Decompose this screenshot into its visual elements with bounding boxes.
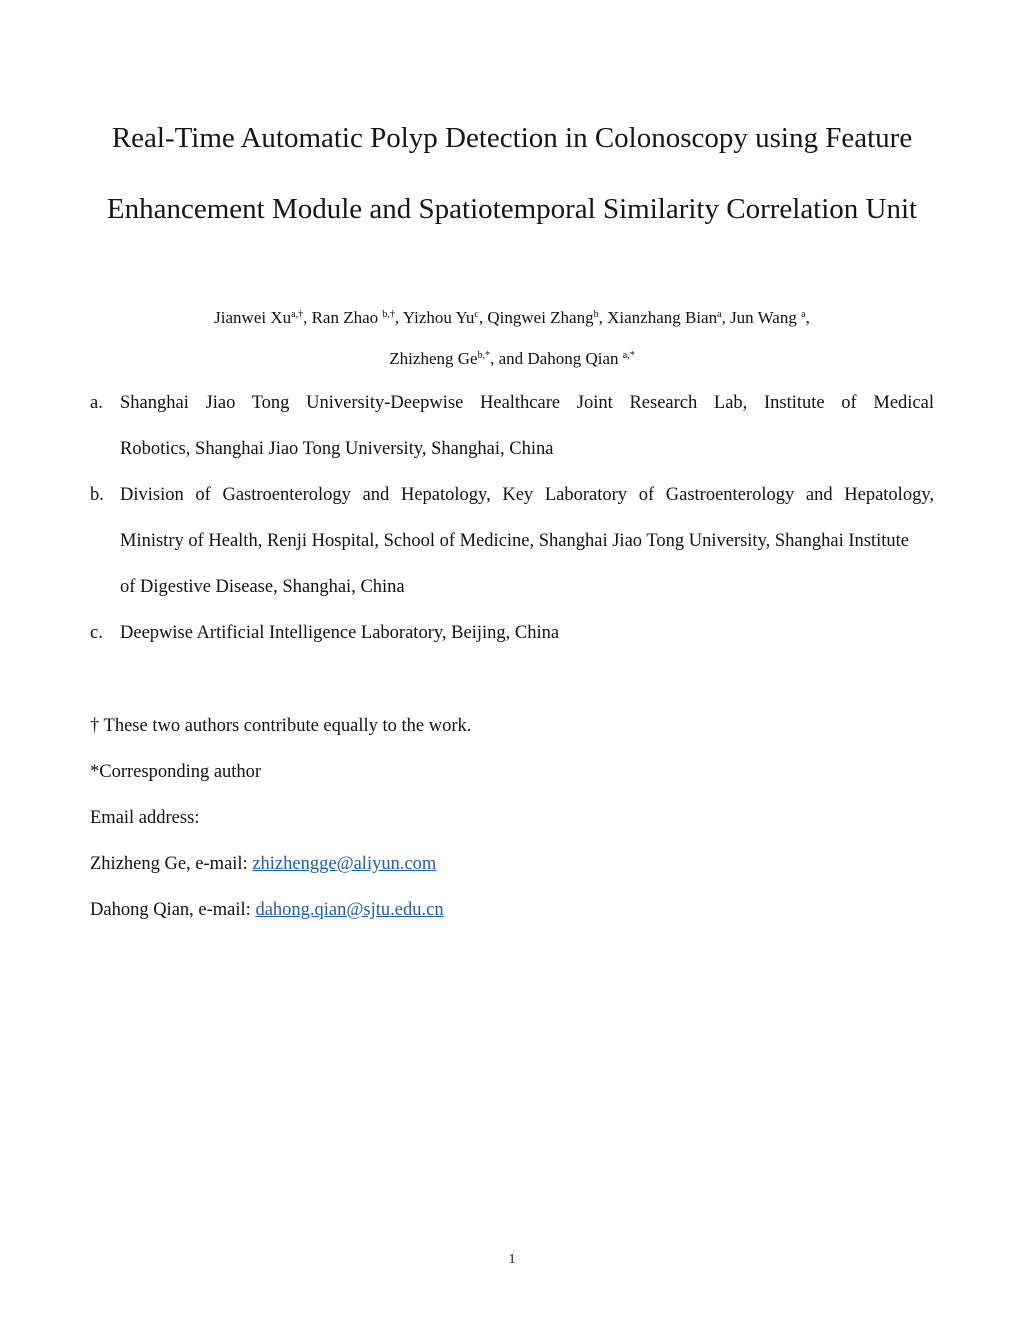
author-name: Yizhou Yu xyxy=(402,308,475,327)
author-affiliation-mark: a xyxy=(717,309,722,320)
author-affiliation-mark: a,† xyxy=(291,309,304,320)
affiliation-a xyxy=(90,380,934,472)
affiliation-text-rest: Ministry of Health, Renji Hospital, School of Medicine, Shanghai Jiao Tong University, Shanghai Institute of Digestive Disease, Shanghai, China xyxy=(120,531,909,597)
page-number: 1 xyxy=(508,1252,516,1267)
contact-label: Dahong Qian, e-mail: xyxy=(90,900,256,920)
author-separator: , xyxy=(303,308,312,327)
author-separator: , xyxy=(721,308,731,327)
affiliation-c xyxy=(90,610,934,656)
contact-line-ge xyxy=(90,852,436,876)
affiliation-text-first-line: Shanghai Jiao Tong University-Deepwise Healthcare Joint Research Lab, Institute of Medical xyxy=(120,393,934,413)
author-separator: , and xyxy=(490,349,528,368)
author-name: Dahong Qian xyxy=(527,349,623,368)
email-link-ge[interactable]: zhizhengge@aliyun.com xyxy=(252,854,437,874)
author-affiliation-mark: b,† xyxy=(382,309,395,320)
author-list-line-1 xyxy=(0,307,1024,329)
author-affiliation-mark: b,* xyxy=(477,350,491,361)
author-affiliation-mark: c xyxy=(474,309,479,320)
affiliation-letter: c. xyxy=(90,623,103,643)
author-affiliation-mark: a,* xyxy=(622,350,635,361)
affiliation-text-first-line: Deepwise Artificial Intelligence Laboratory, Beijing, China xyxy=(120,623,560,643)
author-affiliation-mark: b xyxy=(593,309,599,320)
affiliation-text-first-line: Division of Gastroenterology and Hepatology, Key Laboratory of Gastroenterology and Hepatology, xyxy=(120,485,934,505)
author-separator: , xyxy=(394,308,403,327)
author-name: Xianzhang Bian xyxy=(607,308,718,327)
paper-title-line-2: Enhancement Module and Spatiotemporal Similarity Correlation Unit xyxy=(106,193,918,225)
contact-label: Zhizheng Ge, e-mail: xyxy=(90,854,253,874)
author-separator: , xyxy=(598,308,608,327)
email-heading: Email address: xyxy=(90,808,200,828)
affiliation-text-rest: Robotics, Shanghai Jiao Tong University, Shanghai, China xyxy=(120,439,554,459)
contact-line-qian xyxy=(90,898,444,922)
affiliation-letter: a. xyxy=(90,393,103,413)
author-affiliation-mark: a xyxy=(801,309,806,320)
corresponding-author-note: *Corresponding author xyxy=(90,762,262,782)
email-link-qian[interactable]: dahong.qian@sjtu.edu.cn xyxy=(255,900,444,920)
author-name: Ran Zhao xyxy=(311,308,383,327)
author-name: Jun Wang xyxy=(730,308,802,327)
author-name: Qingwei Zhang xyxy=(487,308,594,327)
affiliation-b xyxy=(90,472,934,610)
author-name: Zhizheng Ge xyxy=(389,349,478,368)
equal-contribution-note: † These two authors contribute equally to the work. xyxy=(90,716,472,736)
paper-title-line-1: Real-Time Automatic Polyp Detection in Colonoscopy using Feature xyxy=(111,122,913,154)
author-separator: , xyxy=(478,308,488,327)
affiliation-letter: b. xyxy=(90,485,104,505)
author-name: Jianwei Xu xyxy=(214,308,292,327)
author-list-line-2 xyxy=(0,348,1024,370)
author-separator: , xyxy=(805,308,810,327)
